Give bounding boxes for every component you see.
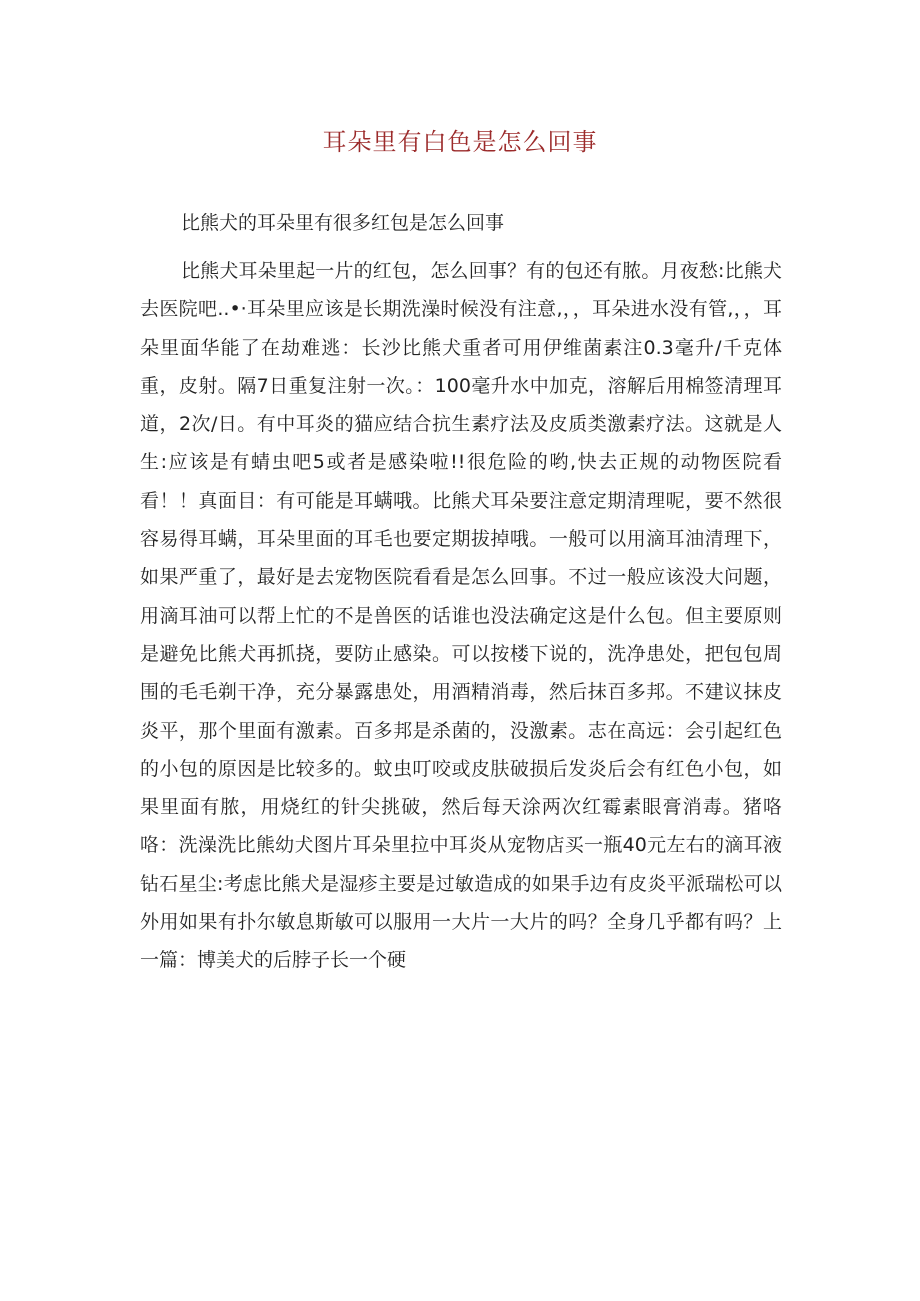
- document-title: 耳朵里有白色是怎么回事: [322, 128, 598, 156]
- body-paragraph: 比熊犬耳朵里起一片的红包，怎么回事？有的包还有脓。月夜愁:比熊犬去医院吧..•·耳朵里应该是长期洗澡时候没有注意,，，耳朵进水没有管,，，耳朵里面华能了在劫难逃：长沙比熊犬重者可用伊维菌素注0.3毫升/千克体重，皮射。隔7日重复注射一次。：100毫升水中加克，溶解后用棉签清理耳道，2次/日。有中耳炎的猫应结合抗生素疗法及皮质类激素疗法。这就是人生:应该是有蜻虫吧5或者是感染啦!!很危险的哟,快去正规的动物医院看看！！真面目：有可能是耳螨哦。比熊犬耳朵要注意定期清理呢，要不然很容易得耳螨，耳朵里面的耳毛也要定期拔掉哦。一般可以用滴耳油清理下，如果严重了，最好是去宠物医院看看是怎么回事。不过一般应该没大问题，用滴耳油可以帮上忙的不是兽医的话谁也没法确定这是什么包。但主要原则是避免比熊犬再抓挠，要防止感染。可以按楼下说的，洗净患处，把包包周围的毛毛剃干净，充分暴露患处，用酒精消毒，然后抹百多邦。不建议抹皮炎平，那个里面有激素。百多邦是杀菌的，没激素。志在高远：会引起红色的小包的原因是比较多的。蚊虫叮咬或皮肤破损后发炎后会有红色小包，如果里面有脓，用烧红的针尖挑破，然后每天涂两次红霉素眼膏消毒。猪咯咯：洗澡洗比熊幼犬图片耳朵里拉中耳炎从宠物店买一瓶40元左右的滴耳液钻石星尘:考虑比熊犬是湿疹主要是过敏造成的如果手边有皮炎平派瑞松可以外用如果有扑尔敏息斯敏可以服用一大片一大片的吗？全身几乎都有吗？上一篇：博美犬的后脖子长一个硬: [140, 260, 782, 972]
- document-subtitle: 比熊犬的耳朵里有很多红包是怎么回事: [181, 212, 505, 234]
